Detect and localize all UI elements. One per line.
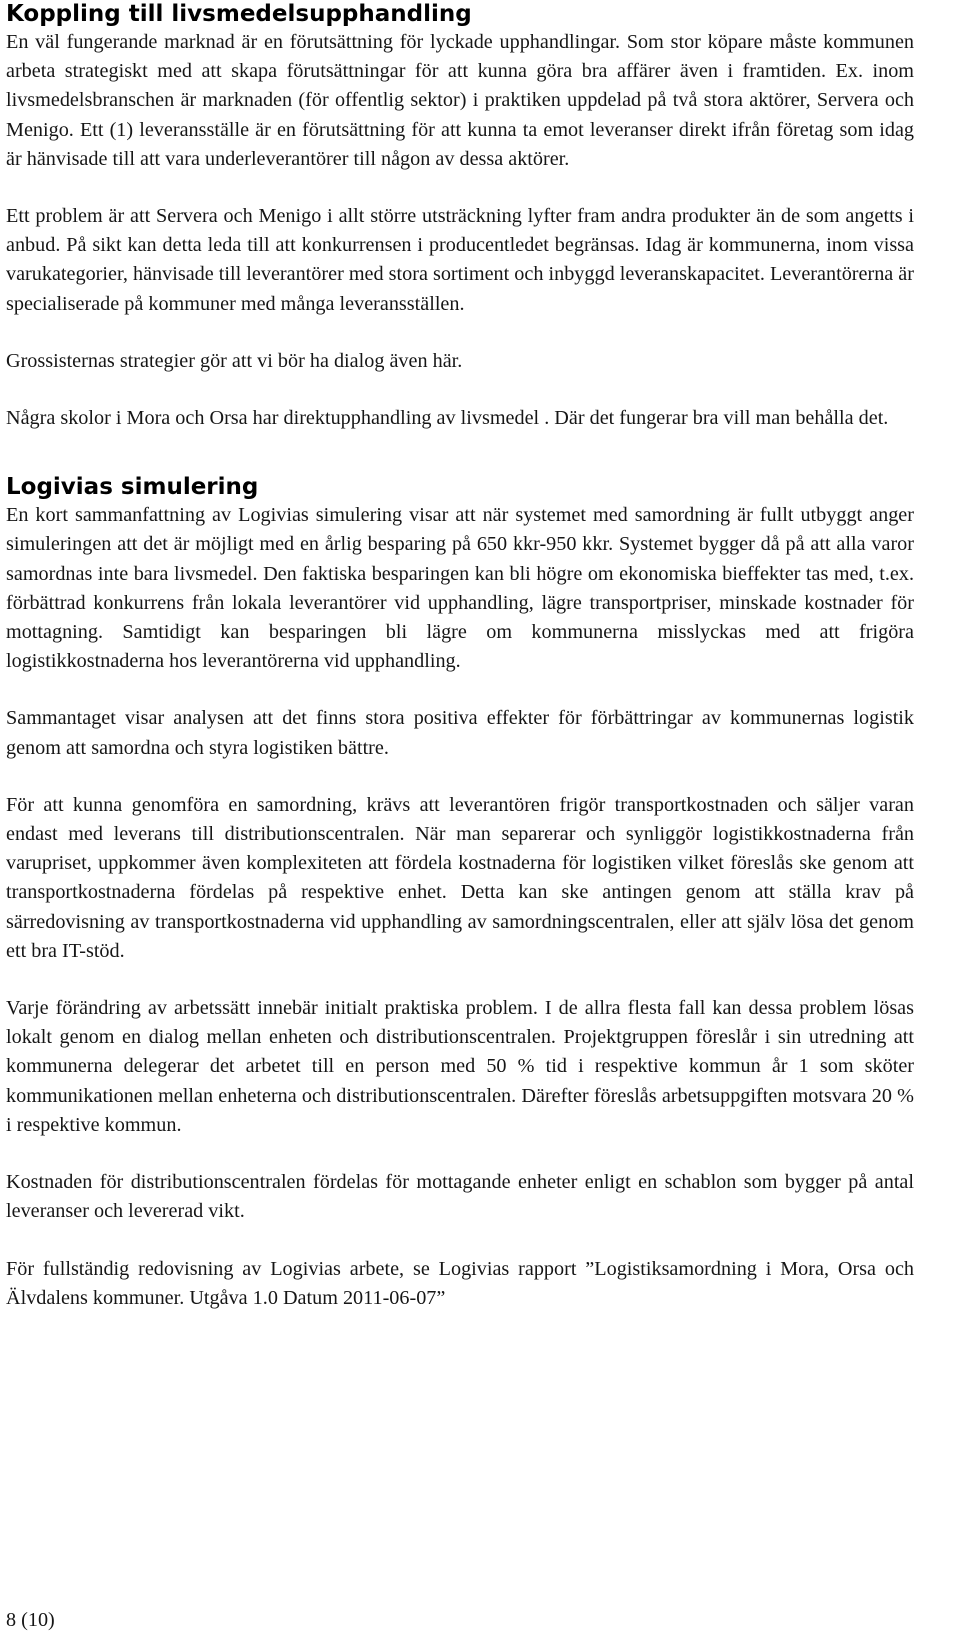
document-page — [6, 0, 914, 1341]
paragraph: Varje förändring av arbetssätt innebär initialt praktiska problem. I de allra flesta fall kan dessa problem lösas lokalt genom en dialog mellan enheten och distributionscentralen. Projektgruppen föreslår i sin utredning att kommunerna delegerar det arbetet till en person med 50 % tid i respektive kommun år 1 som sköter kommunikationen mellan enheterna och distributionscentralen. Därefter föreslås arbetsuppgiften motsvara 20 % i respektive kommun. — [6, 997, 914, 1136]
paragraph: En väl fungerande marknad är en förutsättning för lyckade upphandlingar. Som stor köpare måste kommunen arbeta strategiskt med att skapa förutsättningar för att kunna göra bra affärer även i framtiden. Ex. inom livsmedelsbranschen är marknaden (för offentlig sektor) i praktiken uppdelad på två stora aktörer, Servera och Menigo. Ett (1) leveransställe är en förutsättning för att kunna ta emot leveranser direkt ifrån företag som idag är hänvisade till att vara underleverantörer till någon av dessa aktörer. — [6, 31, 914, 170]
page-number: 8 (10) — [6, 1609, 55, 1631]
paragraph: Några skolor i Mora och Orsa har direktupphandling av livsmedel . Där det fungerar bra vill man behålla det. — [6, 407, 889, 430]
paragraph: Kostnaden för distributionscentralen fördelas för mottagande enheter enligt en schablon som bygger på antal leveranser och levererad vikt. — [6, 1171, 914, 1223]
paragraph: För att kunna genomföra en samordning, krävs att leverantören frigör transportkostnaden och säljer varan endast med leverans till distributionscentralen. När man separerar och synliggör logistikkostnaderna från varupriset, uppkommer även komplexiteten att fördela kostnaderna för logistiken vilket föreslås ske genom att transportkostnaderna fördelas på respektive enhet. Detta kan ske antingen genom att ställa krav på särredovisning av transportkostnaderna vid upphandling av samordningscentralen, eller att själv lösa det genom ett bra IT-stöd. — [6, 793, 914, 962]
paragraph: Ett problem är att Servera och Menigo i allt större utsträckning lyfter fram andra produkter än de som angetts i anbud. På sikt kan detta leda till att konkurrensen i producentledet begränsas. Idag är kommunerna, inom vissa varukategorier, hänvisade till leverantörer med stora sortiment och inbyggd leveranskapacitet. Leverantörerna är specialiserade på kommuner med många leveransställen. — [6, 205, 914, 315]
paragraph: En kort sammanfattning av Logivias simulering visar att när systemet med samordning är fullt utbyggt anger simuleringen att det är möjligt med en årlig besparing på 650 kkr-950 kkr. Systemet bygger då på att alla varor samordnas inte bara livsmedel. Den faktiska besparingen kan bli högre om ekonomiska bieffekter tas med, t.ex. förbättrad konkurrens från lokala leverantörer vid upphandling, lägre transportpriser, minskade kostnader för mottagning. Samtidigt kan besparingen bli lägre om kommunerna misslyckas med att frigöra logistikkostnaderna hos leverantörerna vid upphandling. — [6, 504, 914, 673]
section-heading-logivias: Logivias simulering — [6, 474, 259, 501]
paragraph: Grossisternas strategier gör att vi bör ha dialog även här. — [6, 349, 463, 372]
paragraph: För fullständig redovisning av Logivias arbete, se Logivias rapport ”Logistiksamordning i Mora, Orsa och Älvdalens kommuner. Utgåva 1.0 Datum 2011-06-07” — [6, 1257, 914, 1309]
paragraph: Sammantaget visar analysen att det finns stora positiva effekter för förbättringar av kommunernas logistik genom att samordna och styra logistiken bättre. — [6, 707, 914, 759]
section-heading-koppling: Koppling till livsmedelsupphandling — [6, 1, 472, 27]
